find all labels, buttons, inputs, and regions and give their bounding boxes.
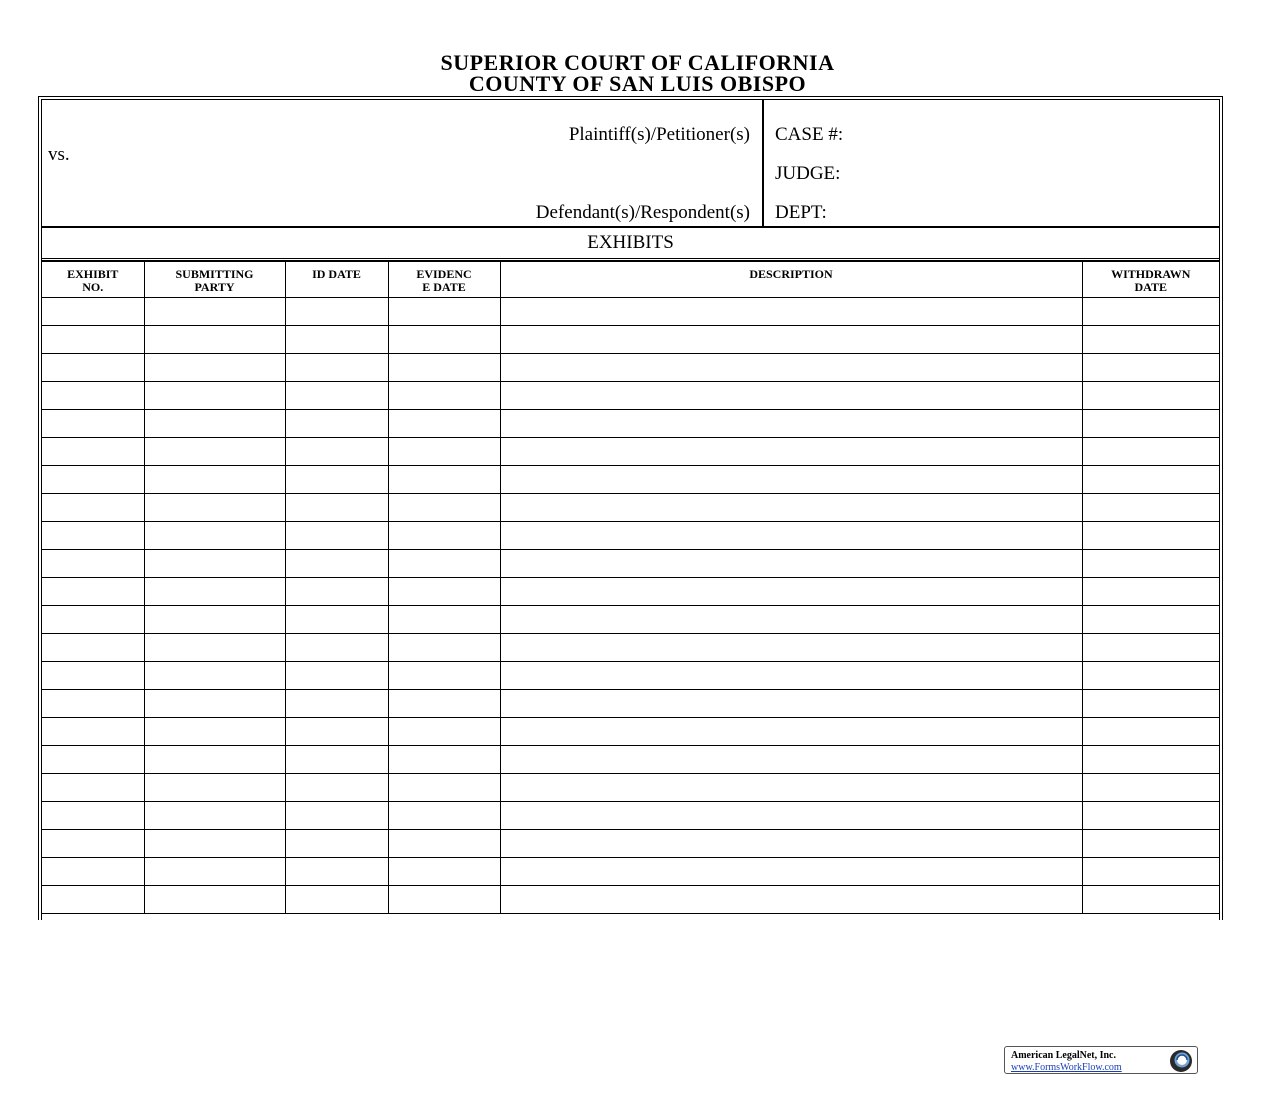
table-row — [42, 690, 1219, 718]
cell-withdrawn-date[interactable] — [1082, 718, 1219, 746]
cell-submitting-party[interactable] — [144, 830, 285, 858]
cell-exhibit-no[interactable] — [42, 326, 144, 354]
cell-withdrawn-date[interactable] — [1082, 578, 1219, 606]
cell-submitting-party[interactable] — [144, 606, 285, 634]
cell-submitting-party[interactable] — [144, 522, 285, 550]
dept-label: DEPT: — [775, 202, 827, 223]
cell-description[interactable] — [500, 634, 1082, 662]
cell-withdrawn-date[interactable] — [1082, 662, 1219, 690]
table-row — [42, 410, 1219, 438]
cell-description[interactable] — [500, 382, 1082, 410]
cell-evidence-date[interactable] — [388, 774, 500, 802]
vendor-url[interactable]: www.FormsWorkFlow.com — [1011, 1062, 1122, 1073]
col-evidence-date: EVIDENC E DATE — [388, 262, 500, 298]
table-row — [42, 746, 1219, 774]
table-row — [42, 662, 1219, 690]
cell-exhibit-no[interactable] — [42, 410, 144, 438]
cell-evidence-date[interactable] — [388, 550, 500, 578]
cell-id-date[interactable] — [285, 718, 388, 746]
cell-id-date[interactable] — [285, 830, 388, 858]
cell-submitting-party[interactable] — [144, 690, 285, 718]
cell-description[interactable] — [500, 410, 1082, 438]
cell-submitting-party[interactable] — [144, 774, 285, 802]
col-submitting-party: SUBMITTING PARTY — [144, 262, 285, 298]
cell-exhibit-no[interactable] — [42, 690, 144, 718]
cell-withdrawn-date[interactable] — [1082, 690, 1219, 718]
cell-id-date[interactable] — [285, 634, 388, 662]
cell-withdrawn-date[interactable] — [1082, 886, 1219, 914]
cell-submitting-party[interactable] — [144, 494, 285, 522]
cell-id-date[interactable] — [285, 774, 388, 802]
table-row — [42, 606, 1219, 634]
cell-submitting-party[interactable] — [144, 802, 285, 830]
cell-withdrawn-date[interactable] — [1082, 298, 1219, 326]
cell-id-date[interactable] — [285, 298, 388, 326]
cell-withdrawn-date[interactable] — [1082, 382, 1219, 410]
cell-exhibit-no[interactable] — [42, 382, 144, 410]
cell-exhibit-no[interactable] — [42, 830, 144, 858]
cell-evidence-date[interactable] — [388, 298, 500, 326]
cell-withdrawn-date[interactable] — [1082, 606, 1219, 634]
cell-description[interactable] — [500, 830, 1082, 858]
cell-submitting-party[interactable] — [144, 746, 285, 774]
cell-exhibit-no[interactable] — [42, 578, 144, 606]
cell-description[interactable] — [500, 690, 1082, 718]
cell-exhibit-no[interactable] — [42, 494, 144, 522]
cell-submitting-party[interactable] — [144, 410, 285, 438]
form-frame — [38, 96, 1223, 920]
exhibits-table — [42, 261, 1219, 914]
cell-evidence-date[interactable] — [388, 382, 500, 410]
cell-evidence-date[interactable] — [388, 802, 500, 830]
cell-description[interactable] — [500, 354, 1082, 382]
cell-exhibit-no[interactable] — [42, 746, 144, 774]
cell-withdrawn-date[interactable] — [1082, 410, 1219, 438]
cell-description[interactable] — [500, 606, 1082, 634]
cell-evidence-date[interactable] — [388, 634, 500, 662]
cell-submitting-party[interactable] — [144, 466, 285, 494]
cell-id-date[interactable] — [285, 578, 388, 606]
cell-evidence-date[interactable] — [388, 578, 500, 606]
col-description: DESCRIPTION — [500, 262, 1082, 298]
cell-submitting-party[interactable] — [144, 382, 285, 410]
cell-description[interactable] — [500, 550, 1082, 578]
exhibits-heading: EXHIBITS — [42, 228, 1219, 261]
cell-id-date[interactable] — [285, 410, 388, 438]
county-title: COUNTY OF SAN LUIS OBISPO — [468, 71, 807, 96]
cell-exhibit-no[interactable] — [42, 718, 144, 746]
cell-submitting-party[interactable] — [144, 354, 285, 382]
cell-withdrawn-date[interactable] — [1082, 522, 1219, 550]
cell-evidence-date[interactable] — [388, 522, 500, 550]
cell-id-date[interactable] — [285, 662, 388, 690]
cell-exhibit-no[interactable] — [42, 522, 144, 550]
cell-description[interactable] — [500, 802, 1082, 830]
cell-evidence-date[interactable] — [388, 858, 500, 886]
table-row — [42, 298, 1219, 326]
cell-evidence-date[interactable] — [388, 606, 500, 634]
cell-description[interactable] — [500, 774, 1082, 802]
cell-evidence-date[interactable] — [388, 438, 500, 466]
cell-submitting-party[interactable] — [144, 326, 285, 354]
cell-id-date[interactable] — [285, 802, 388, 830]
cell-submitting-party[interactable] — [144, 298, 285, 326]
table-row — [42, 494, 1219, 522]
table-row — [42, 578, 1219, 606]
col-withdrawn-date: WITHDRAWN DATE — [1082, 262, 1219, 298]
cell-withdrawn-date[interactable] — [1082, 550, 1219, 578]
cell-id-date[interactable] — [285, 354, 388, 382]
cell-id-date[interactable] — [285, 382, 388, 410]
table-row — [42, 354, 1219, 382]
cell-submitting-party[interactable] — [144, 886, 285, 914]
cell-exhibit-no[interactable] — [42, 802, 144, 830]
case-number-label: CASE #: — [775, 124, 844, 145]
exhibits-body — [42, 298, 1219, 914]
cell-withdrawn-date[interactable] — [1082, 634, 1219, 662]
cell-evidence-date[interactable] — [388, 690, 500, 718]
cell-id-date[interactable] — [285, 606, 388, 634]
cell-id-date[interactable] — [285, 746, 388, 774]
vendor-name: American LegalNet, Inc. — [1011, 1050, 1116, 1061]
cell-id-date[interactable] — [285, 690, 388, 718]
cell-withdrawn-date[interactable] — [1082, 438, 1219, 466]
cell-description[interactable] — [500, 494, 1082, 522]
cell-withdrawn-date[interactable] — [1082, 802, 1219, 830]
vs-label: vs. — [48, 144, 70, 165]
cell-description[interactable] — [500, 522, 1082, 550]
table-row — [42, 634, 1219, 662]
cell-exhibit-no[interactable] — [42, 466, 144, 494]
cell-description[interactable] — [500, 298, 1082, 326]
table-row — [42, 886, 1219, 914]
judge-label: JUDGE: — [775, 163, 841, 184]
cell-description[interactable] — [500, 718, 1082, 746]
cell-withdrawn-date[interactable] — [1082, 354, 1219, 382]
cell-id-date[interactable] — [285, 326, 388, 354]
table-row — [42, 326, 1219, 354]
cell-evidence-date[interactable] — [388, 466, 500, 494]
cell-exhibit-no[interactable] — [42, 354, 144, 382]
cell-exhibit-no[interactable] — [42, 858, 144, 886]
cell-description[interactable] — [500, 466, 1082, 494]
cell-exhibit-no[interactable] — [42, 550, 144, 578]
cell-id-date[interactable] — [285, 858, 388, 886]
plaintiff-label: Plaintiff(s)/Petitioner(s) — [568, 124, 750, 145]
cell-exhibit-no[interactable] — [42, 438, 144, 466]
cell-evidence-date[interactable] — [388, 830, 500, 858]
cell-description[interactable] — [500, 578, 1082, 606]
cell-withdrawn-date[interactable] — [1082, 830, 1219, 858]
cell-exhibit-no[interactable] — [42, 634, 144, 662]
court-title: SUPERIOR COURT OF CALIFORNIA — [440, 50, 835, 75]
cell-evidence-date[interactable] — [388, 662, 500, 690]
cell-evidence-date[interactable] — [388, 718, 500, 746]
table-row — [42, 438, 1219, 466]
defendant-label: Defendant(s)/Respondent(s) — [535, 202, 750, 223]
cell-description[interactable] — [500, 662, 1082, 690]
cell-submitting-party[interactable] — [144, 662, 285, 690]
table-row — [42, 774, 1219, 802]
cell-description[interactable] — [500, 858, 1082, 886]
cell-id-date[interactable] — [285, 438, 388, 466]
cell-evidence-date[interactable] — [388, 326, 500, 354]
table-row — [42, 802, 1219, 830]
cell-submitting-party[interactable] — [144, 550, 285, 578]
cell-evidence-date[interactable] — [388, 746, 500, 774]
cell-description[interactable] — [500, 326, 1082, 354]
table-row — [42, 522, 1219, 550]
cell-exhibit-no[interactable] — [42, 662, 144, 690]
vendor-logo — [1004, 1046, 1198, 1074]
cell-id-date[interactable] — [285, 886, 388, 914]
parties-box — [42, 100, 764, 226]
cell-exhibit-no[interactable] — [42, 298, 144, 326]
cell-id-date[interactable] — [285, 494, 388, 522]
cell-id-date[interactable] — [285, 550, 388, 578]
cell-description[interactable] — [500, 746, 1082, 774]
cell-withdrawn-date[interactable] — [1082, 326, 1219, 354]
col-exhibit-no: EXHIBIT NO. — [42, 262, 144, 298]
cell-description[interactable] — [500, 886, 1082, 914]
table-row — [42, 382, 1219, 410]
cell-submitting-party[interactable] — [144, 438, 285, 466]
cell-submitting-party[interactable] — [144, 634, 285, 662]
cell-exhibit-no[interactable] — [42, 886, 144, 914]
cell-submitting-party[interactable] — [144, 578, 285, 606]
cell-withdrawn-date[interactable] — [1082, 858, 1219, 886]
table-row — [42, 718, 1219, 746]
cell-withdrawn-date[interactable] — [1082, 494, 1219, 522]
cell-submitting-party[interactable] — [144, 858, 285, 886]
case-caption — [42, 100, 1219, 228]
cell-submitting-party[interactable] — [144, 718, 285, 746]
cell-description[interactable] — [500, 438, 1082, 466]
table-row — [42, 466, 1219, 494]
cell-exhibit-no[interactable] — [42, 774, 144, 802]
table-row — [42, 830, 1219, 858]
cell-evidence-date[interactable] — [388, 410, 500, 438]
col-id-date: ID DATE — [285, 262, 388, 298]
cell-withdrawn-date[interactable] — [1082, 466, 1219, 494]
cell-id-date[interactable] — [285, 466, 388, 494]
cell-withdrawn-date[interactable] — [1082, 774, 1219, 802]
exhibits-header-row — [42, 262, 1219, 298]
cell-withdrawn-date[interactable] — [1082, 746, 1219, 774]
cell-evidence-date[interactable] — [388, 354, 500, 382]
cell-id-date[interactable] — [285, 522, 388, 550]
table-row — [42, 858, 1219, 886]
table-row — [42, 550, 1219, 578]
cell-evidence-date[interactable] — [388, 886, 500, 914]
cell-evidence-date[interactable] — [388, 494, 500, 522]
globe-icon — [1168, 1048, 1194, 1074]
cell-exhibit-no[interactable] — [42, 606, 144, 634]
